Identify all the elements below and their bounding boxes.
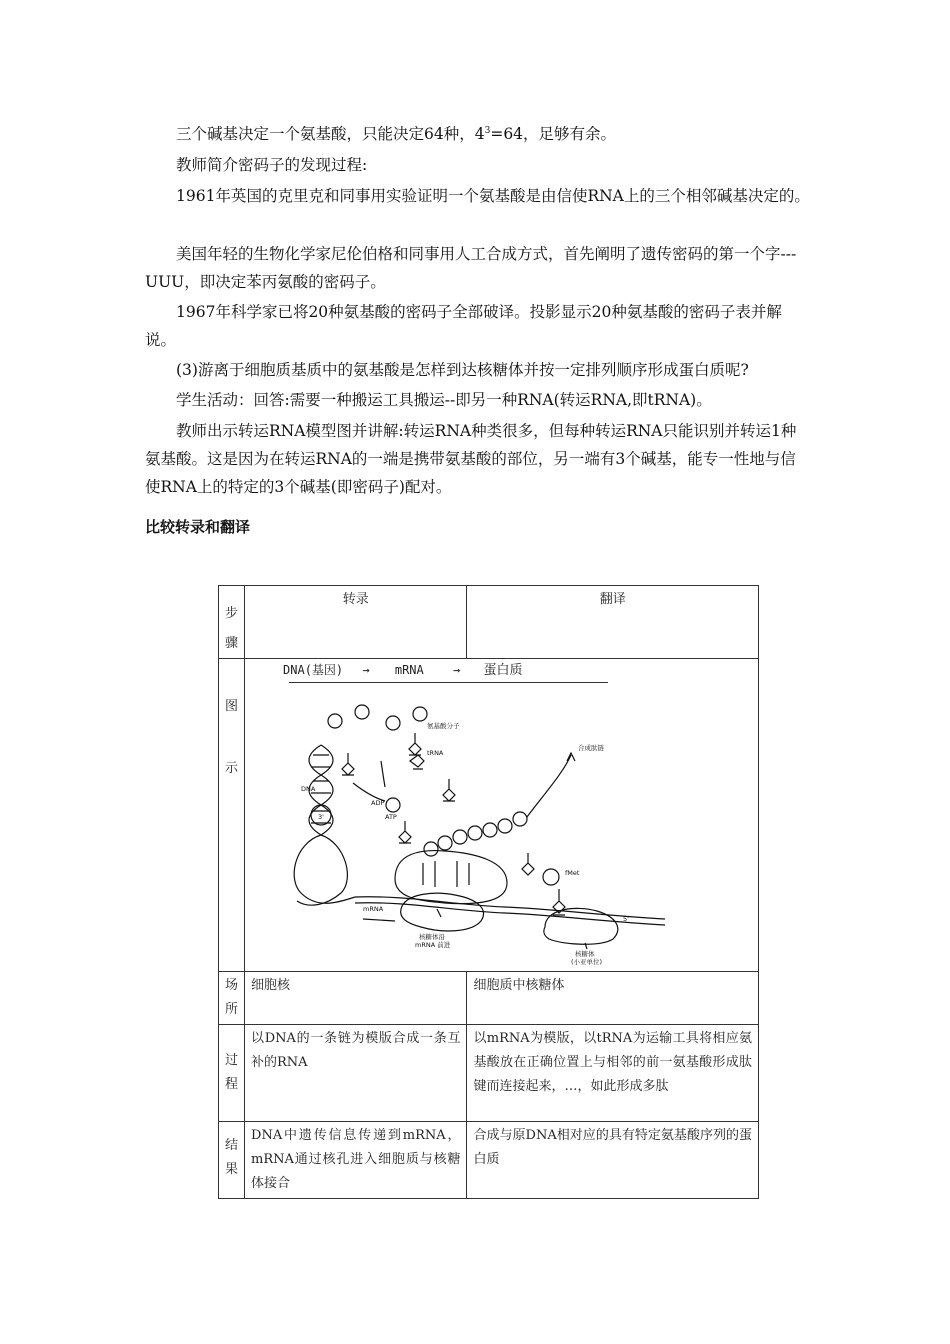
row-label-char: 结 <box>225 1138 239 1153</box>
label-adp: ADP <box>371 799 385 807</box>
peptide-bead <box>424 842 438 856</box>
cell-transcription-place: 细胞核 <box>245 972 467 1025</box>
paragraph-trna-explain: 教师出示转运RNA模型图并讲解:转运RNA种类很多，但每种转运RNA只能识别并转运1种氨基酸。这是因为在转运RNA的一端是携带氨基酸的部位，另一端有3个碱基，能专一性地与信使RNA上的特定的3个碱基(即密码子)配对。 <box>145 422 797 496</box>
comparison-table <box>218 585 759 1199</box>
row-label-char: 示 <box>225 761 239 776</box>
peptide-bead <box>513 812 527 826</box>
row-label-char: 过 <box>225 1053 239 1068</box>
label-trna: tRNA <box>427 749 444 757</box>
label-dna: DNA <box>301 785 316 793</box>
cell-translation-process: 以mRNA为模版，以tRNA为运输工具将相应氨基酸放在正确位置上与相邻的前一氨基酸形成肽键而连接起来，…，如此形成多肽 <box>467 1025 759 1122</box>
label-fmet: fMet <box>565 869 580 877</box>
peptide-bead <box>438 836 452 850</box>
diagram-cell <box>245 659 759 972</box>
table-row-steps <box>219 586 759 659</box>
row-label-char: 所 <box>225 1002 239 1017</box>
amino-acid <box>355 705 369 719</box>
table-row-place <box>219 972 759 1025</box>
amino-acid <box>328 714 342 728</box>
peptide-bead <box>468 826 482 840</box>
flow-protein: 蛋白质 <box>483 663 523 678</box>
row-label-char: 骤 <box>225 636 239 651</box>
superscript: 3 <box>484 125 491 136</box>
label-ribosome-small: (小亚单位) <box>571 958 603 966</box>
label-peptide: 合成肽链 <box>578 744 605 752</box>
ribosome-sites <box>423 861 469 887</box>
cell-transcription-result: DNA中遗传信息传递到mRNA，mRNA通过核孔进入细胞质与核糖体接合 <box>245 1122 467 1199</box>
trna-shape <box>409 733 421 755</box>
row-label-char: 步 <box>225 606 239 621</box>
table-row-result <box>219 1122 759 1199</box>
label-3prime: 3' <box>318 813 324 821</box>
peptide-bead <box>453 830 467 844</box>
label-5prime: 5' <box>623 915 629 923</box>
arrow <box>381 761 385 787</box>
translation-diagram <box>245 683 758 967</box>
row-label-char: 程 <box>225 1077 239 1092</box>
label-ribosome-move: mRNA 前进 <box>415 941 451 949</box>
paragraph-discovery-intro: 教师简介密码子的发现过程: <box>176 156 368 174</box>
cell-translation-place: 细胞质中核糖体 <box>467 972 759 1025</box>
paragraph-student-activity: 学生活动：回答:需要一种搬运工具搬运--即另一种RNA(转运RNA,即tRNA)。 <box>176 391 712 409</box>
flow-underline <box>289 682 608 683</box>
paragraph-text: 三个碱基决定一个氨基酸，只能决定64种，4 <box>176 125 485 143</box>
peptide-bead <box>483 823 497 837</box>
row-label-char: 图 <box>225 699 239 714</box>
header-transcription <box>245 586 467 659</box>
paragraph-codon-count <box>145 120 810 148</box>
section-heading: 比较转录和翻译 <box>145 518 251 536</box>
label-mrna: mRNA <box>363 905 384 913</box>
flow-line <box>245 659 758 683</box>
trna-shape <box>410 755 424 769</box>
paragraph-crick: 1961年英国的克里克和同事用实验证明一个氨基酸是由信使RNA上的三个相邻碱基决定的。 <box>176 187 810 205</box>
small-subunit <box>544 908 618 944</box>
paragraph-1967: 1967年科学家已将20种氨基酸的密码子全部破译。投影显示20种氨基酸的密码子表并解说。 <box>145 303 782 349</box>
row-label-char: 场 <box>225 978 239 993</box>
paragraph-nirenberg: 美国年轻的生物化学家尼伦伯格和同事用人工合成方式，首先阐明了遗传密码的第一个字---UUU，即决定苯丙氨酸的密码子。 <box>145 245 797 291</box>
flow-mrna: mRNA <box>394 663 424 677</box>
label-amino-acid: 氨基酸分子 <box>427 722 460 730</box>
peptide-arrow <box>527 755 571 817</box>
trna-shape <box>443 779 455 801</box>
table-row-process <box>219 1025 759 1122</box>
paragraph-question: (3)游离于细胞质基质中的氨基酸是怎样到达核糖体并按一定排列顺序形成蛋白质呢? <box>176 361 749 379</box>
label-atp: ATP <box>385 813 397 821</box>
flow-arrow: → <box>452 663 461 677</box>
row-label-diagram <box>219 659 245 972</box>
cell-translation-result: 合成与原DNA相对应的具有特定氨基酸序列的蛋白质 <box>467 1122 759 1199</box>
row-label-result <box>219 1122 245 1199</box>
dna-loop <box>294 835 355 903</box>
header-translation <box>467 586 759 659</box>
ribosome-large <box>395 851 507 904</box>
row-label-place <box>219 972 245 1025</box>
label-ribosome-move: 核糖体沿 <box>419 933 446 941</box>
amino-acid <box>386 716 400 730</box>
column-header: 翻译 <box>599 592 626 607</box>
trna-shape <box>522 853 534 875</box>
label-ribosome-small: 核糖体 <box>575 950 595 958</box>
peptide-bead <box>498 819 512 833</box>
amino-acid <box>413 707 427 721</box>
column-header: 转录 <box>342 592 369 607</box>
arrowhead <box>567 753 575 761</box>
paragraph-text: =64，足够有余。 <box>490 125 617 143</box>
trna-shape <box>399 821 411 843</box>
arrow <box>363 919 395 921</box>
row-label-process <box>219 1025 245 1122</box>
table-row-diagram <box>219 659 759 972</box>
fmet-amino-acid <box>543 869 559 885</box>
cell-transcription-process: 以DNA的一条链为模版合成一条互补的RNA <box>245 1025 467 1122</box>
trna-shape <box>342 753 354 775</box>
row-label-steps <box>219 586 245 659</box>
flow-dna: DNA(基因) <box>283 663 344 677</box>
flow-arrow: → <box>362 663 370 677</box>
amino-acid <box>386 798 400 812</box>
pointer <box>437 909 441 917</box>
row-label-char: 果 <box>225 1162 239 1177</box>
